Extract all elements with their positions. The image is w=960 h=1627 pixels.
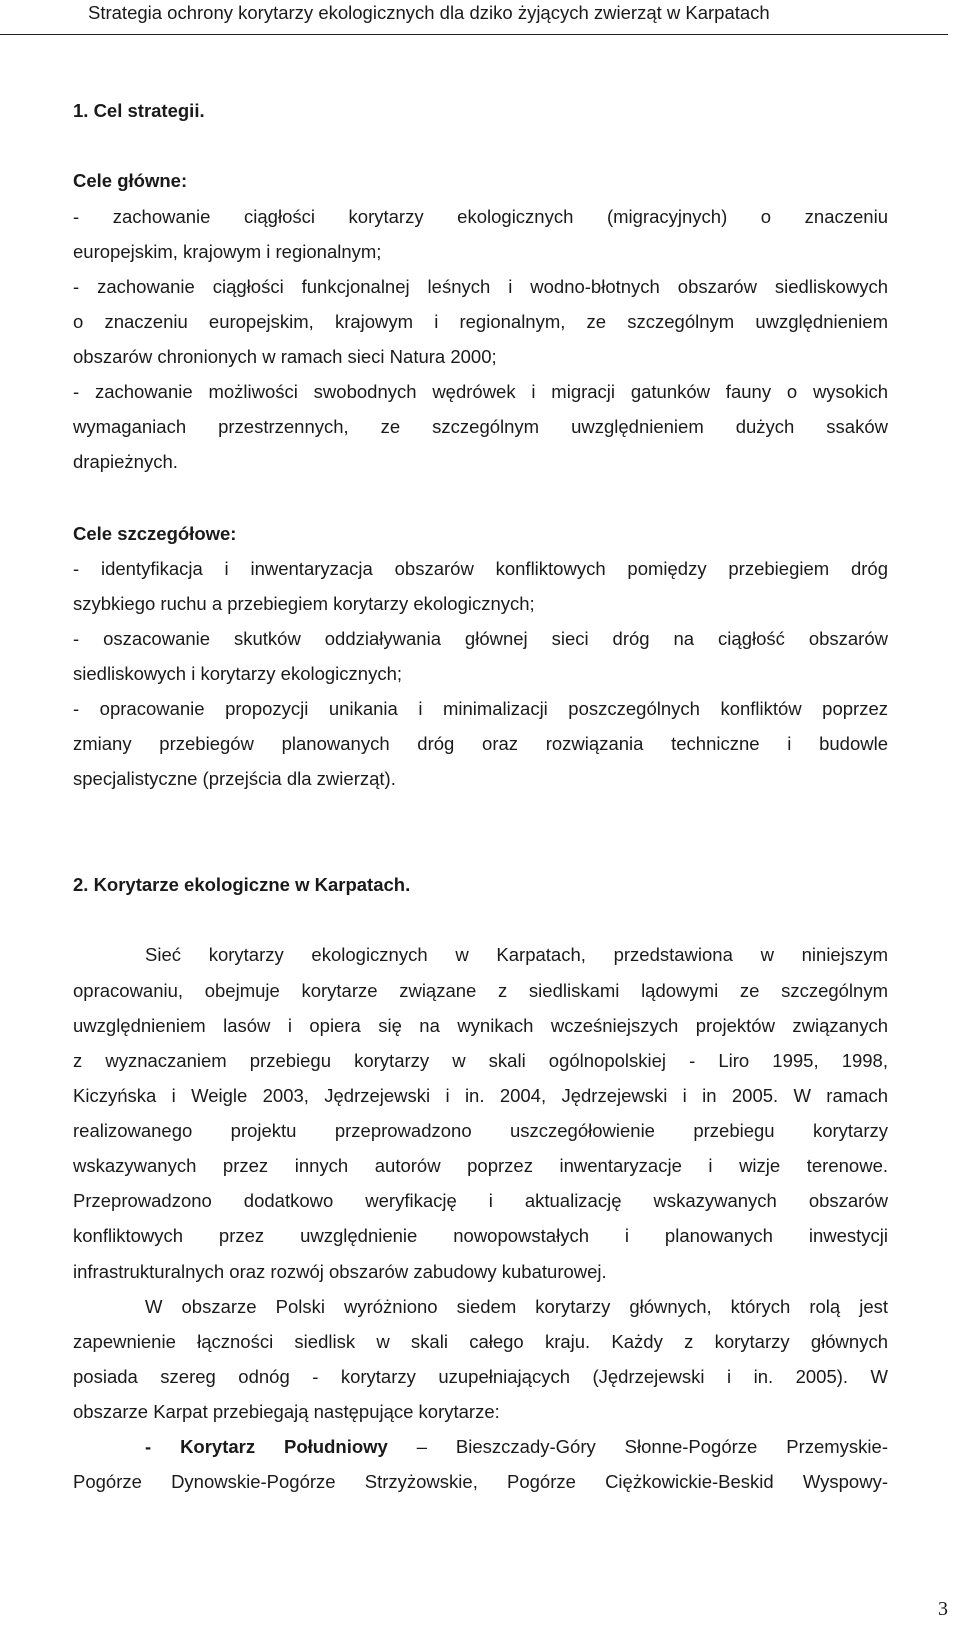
paragraph-line: obszarze Karpat przebiegają następujące korytarze: xyxy=(73,1401,500,1422)
paragraph-line: Kiczyńska i Weigle 2003, Jędrzejewski i in. 2004, Jędrzejewski i in 2005. W ramach xyxy=(73,1085,888,1106)
section-2-heading: 2. Korytarze ekologiczne w Karpatach. xyxy=(73,874,411,895)
paragraph-line: wskazywanych przez innych autorów poprzez inwentaryzacje i wizje terenowe. xyxy=(73,1155,888,1176)
specific-goals-line: - identyfikacja i inwentaryzacja obszarów konfliktowych pomiędzy przebiegiem dróg xyxy=(73,558,888,579)
specific-goals-line: szybkiego ruchu a przebiegiem korytarzy ekologicznych; xyxy=(73,593,535,614)
corridor-route: – Bieszczady-Góry Słonne-Pogórze Przemyskie- xyxy=(387,1436,888,1457)
main-goals-line: - zachowanie ciągłości funkcjonalnej leśnych i wodno-błotnych obszarów siedliskowych xyxy=(73,276,888,297)
paragraph-line: posiada szereg odnóg - korytarzy uzupełniających (Jędrzejewski i in. 2005). W xyxy=(73,1366,888,1387)
paragraph-line: zapewnienie łączności siedlisk w skali całego kraju. Każdy z korytarzy głównych xyxy=(73,1331,888,1352)
specific-goals-line: siedliskowych i korytarzy ekologicznych; xyxy=(73,663,403,684)
paragraph-line: opracowaniu, obejmuje korytarze związane z siedliskami lądowymi ze szczególnym xyxy=(73,980,888,1001)
section-1-heading: 1. Cel strategii. xyxy=(73,100,205,121)
main-goals-line: - zachowanie ciągłości korytarzy ekologicznych (migracyjnych) o znaczeniu xyxy=(73,206,888,227)
page-number: 3 xyxy=(938,1598,948,1620)
corridor-line xyxy=(145,1436,888,1458)
paragraph-line: Przeprowadzono dodatkowo weryfikację i aktualizację wskazywanych obszarów xyxy=(73,1190,888,1211)
main-goals-line: wymaganiach przestrzennych, ze szczególnym uwzględnieniem dużych ssaków xyxy=(73,416,888,437)
specific-goals-line: - opracowanie propozycji unikania i minimalizacji poszczególnych konfliktów poprzez xyxy=(73,698,888,719)
corridor-line: Pogórze Dynowskie-Pogórze Strzyżowskie, Pogórze Ciężkowickie-Beskid Wyspowy- xyxy=(73,1471,888,1492)
paragraph-line: infrastrukturalnych oraz rozwój obszarów zabudowy kubaturowej. xyxy=(73,1261,607,1282)
specific-goals-heading: Cele szczegółowe: xyxy=(73,523,237,544)
specific-goals-line: - oszacowanie skutków oddziaływania głównej sieci dróg na ciągłość obszarów xyxy=(73,628,888,649)
paragraph-line: uwzględnieniem lasów i opiera się na wynikach wcześniejszych projektów związanych xyxy=(73,1015,888,1036)
paragraph-line: z wyznaczaniem przebiegu korytarzy w skali ogólnopolskiej - Liro 1995, 1998, xyxy=(73,1050,888,1071)
main-goals-line: - zachowanie możliwości swobodnych wędrówek i migracji gatunków fauny o wysokich xyxy=(73,381,888,402)
paragraph-line: Sieć korytarzy ekologicznych w Karpatach, przedstawiona w niniejszym xyxy=(145,944,888,965)
running-header xyxy=(0,0,948,35)
main-goals-line: obszarów chronionych w ramach sieci Natura 2000; xyxy=(73,346,497,367)
paragraph-line: realizowanego projektu przeprowadzono uszczegółowienie przebiegu korytarzy xyxy=(73,1120,888,1141)
specific-goals-line: specjalistyczne (przejścia dla zwierząt). xyxy=(73,768,396,789)
main-goals-heading: Cele główne: xyxy=(73,170,188,191)
main-goals-line: europejskim, krajowym i regionalnym; xyxy=(73,241,382,262)
main-goals-line: o znaczeniu europejskim, krajowym i regionalnym, ze szczególnym uwzględnieniem xyxy=(73,311,888,332)
corridor-name: - Korytarz Południowy xyxy=(145,1436,388,1457)
paragraph-line: konfliktowych przez uwzględnienie nowopowstałych i planowanych inwestycji xyxy=(73,1225,888,1246)
paragraph-line: W obszarze Polski wyróżniono siedem korytarzy głównych, których rolą jest xyxy=(145,1296,888,1317)
main-goals-line: drapieżnych. xyxy=(73,451,178,472)
running-header-title: Strategia ochrony korytarzy ekologicznych dla dziko żyjących zwierząt w Karpatach xyxy=(88,2,770,23)
specific-goals-line: zmiany przebiegów planowanych dróg oraz rozwiązania techniczne i budowle xyxy=(73,733,888,754)
